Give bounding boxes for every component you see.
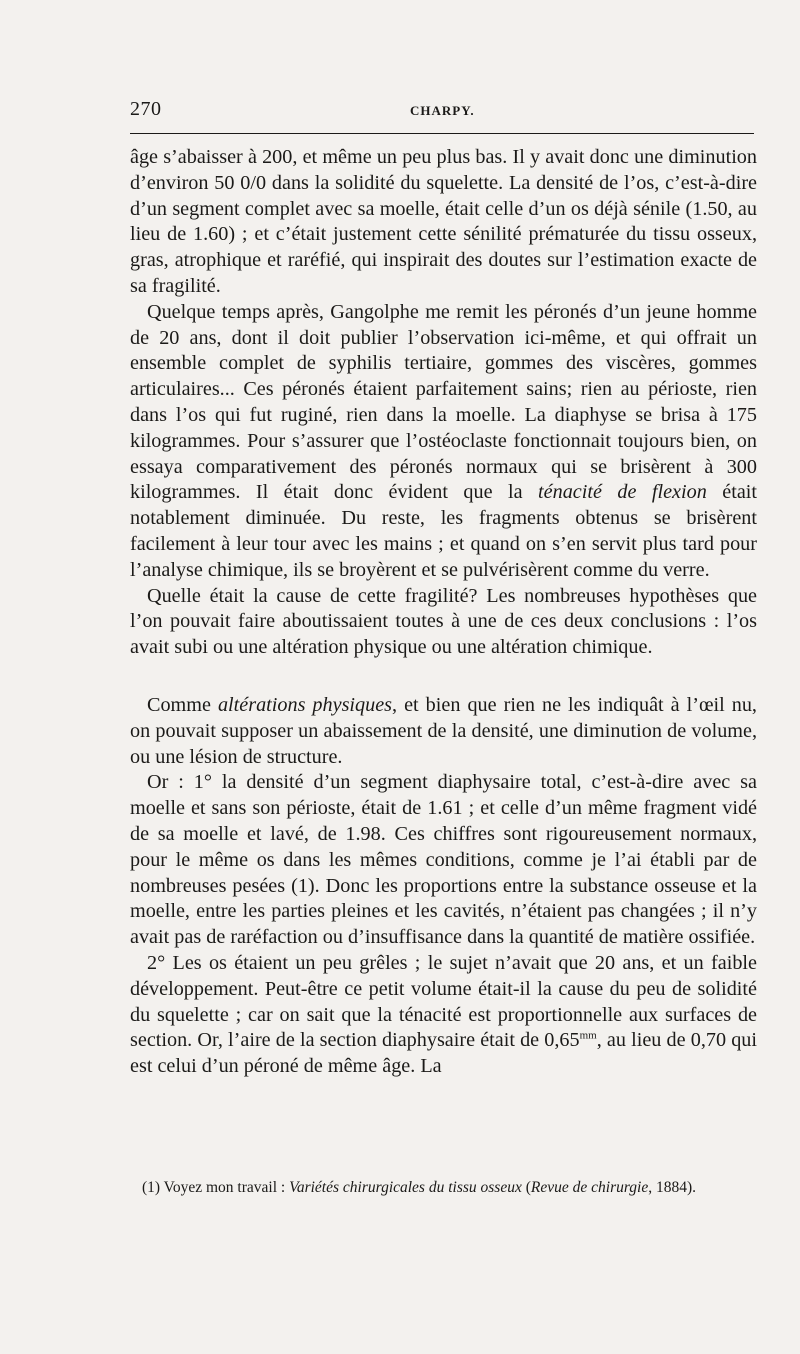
body-text (130, 145, 757, 1080)
paragraph-5: Or : 1° la densité d’un segment diaphysaire total, c’est-à-dire avec sa moelle et sans son périoste, était de 1.61 ; et celle d’un même fragment vidé de sa moelle et lavé, de 1.98. Ces chiffres sont rigoureusement normaux, pour le même os dans les mêmes conditions, comme je l’ai établi par de nombreuses pesées (1). Donc les proportions entre la substance osseuse et la moelle, entre les parties pleines et les cavités, n’étaient pas changées ; il n’y avait pas de raréfaction ou d’insuffisance dans la quantité de matière ossifiée. (130, 771, 757, 949)
header-rule (130, 133, 754, 134)
paragraph-4 (130, 693, 757, 770)
paragraph-4-after: , et bien que rien ne les indiquât à l’œil nu, on pouvait supposer un abaissement de la densité, une diminution de volume, ou une lésion de structure. (130, 693, 757, 768)
footnote-italic-title: Variétés chirurgicales du tissu osseux (289, 1179, 522, 1196)
paragraph-3: Quelle était la cause de cette fragilité? Les nombreuses hypothèses que l’on pouvait faire aboutissaient toutes à une de ces deux conclusions : l’os avait subi ou une altération physique ou une altération chimique. (130, 584, 757, 659)
paragraph-2-before: Quelque temps après, Gangolphe me remit les péronés d’un jeune homme de 20 ans, dont il doit publier l’observation ici-même, et qui offrait un ensemble complet de syphilis tertiaire, gommes des viscères, gommes articulaires... Ces péronés étaient parfaitement sains; rien au périoste, rien dans l’os qui fut ruginé, rien dans la moelle. La diaphyse se brisa à 175 kilogrammes. Pour s’assurer que l’ostéoclaste fonctionnait toujours bien, on essaya comparativement des péronés normaux qui se brisèrent à 300 kilogrammes. Il était donc évident que la (130, 300, 757, 504)
paragraph-6 (130, 951, 757, 1080)
footnote-before: (1) Voyez mon travail : (142, 1179, 290, 1196)
footnote-italic-journal: Revue de chirurgie (530, 1179, 649, 1196)
footnote (130, 1177, 754, 1198)
paragraph-2 (130, 300, 757, 584)
paragraph-2-after: était notablement diminuée. Du reste, les fragments obtenus se brisèrent facilement à leur tour avec les mains ; et quand on s’en servit plus tard pour l’analyse chimique, ils se broyèrent et se pulvérisèrent comme du verre. (130, 481, 758, 581)
paragraph-4-before: Comme (147, 693, 218, 716)
paragraph-1: âge s’abaisser à 200, et même un peu plus bas. Il y avait donc une diminution d’environ 50 0/0 dans la solidité du squelette. La densité de l’os, c’est-à-dire d’un segment complet avec sa moelle, était celle d’un os déjà sénile (1.50, au lieu de 1.60) ; et c’était justement cette sénilité prématurée du tissu osseux, gras, atrophique et raréfié, qui inspirait des doutes sur l’estimation exacte de sa fragilité. (130, 146, 757, 297)
paragraph-6-after: , au lieu de 0,70 qui est celui d’un péroné de même âge. La (130, 1029, 757, 1078)
footnote-middle: ( (521, 1179, 531, 1196)
paragraph-2-italic: ténacité de flexion (538, 481, 707, 504)
running-head: CHARPY. (410, 103, 475, 118)
footnote-after: , 1884). (648, 1179, 697, 1196)
footnote-text (130, 1177, 754, 1198)
paragraph-6-superscript: mm (579, 1029, 597, 1042)
paragraph-4-italic: altérations physiques (217, 693, 393, 716)
page-number: 270 (130, 98, 162, 120)
paragraph-6-before: 2° Les os étaient un peu grêles ; le sujet n’avait que 20 ans, et un faible développement. Peut-être ce petit volume était-il la cause du peu de solidité du squelette ; car on sait que la ténacité est proportionnelle aux surfaces de section. Or, l’aire de la section diaphysaire était de 0,65 (130, 951, 757, 1052)
page-header (130, 98, 755, 124)
